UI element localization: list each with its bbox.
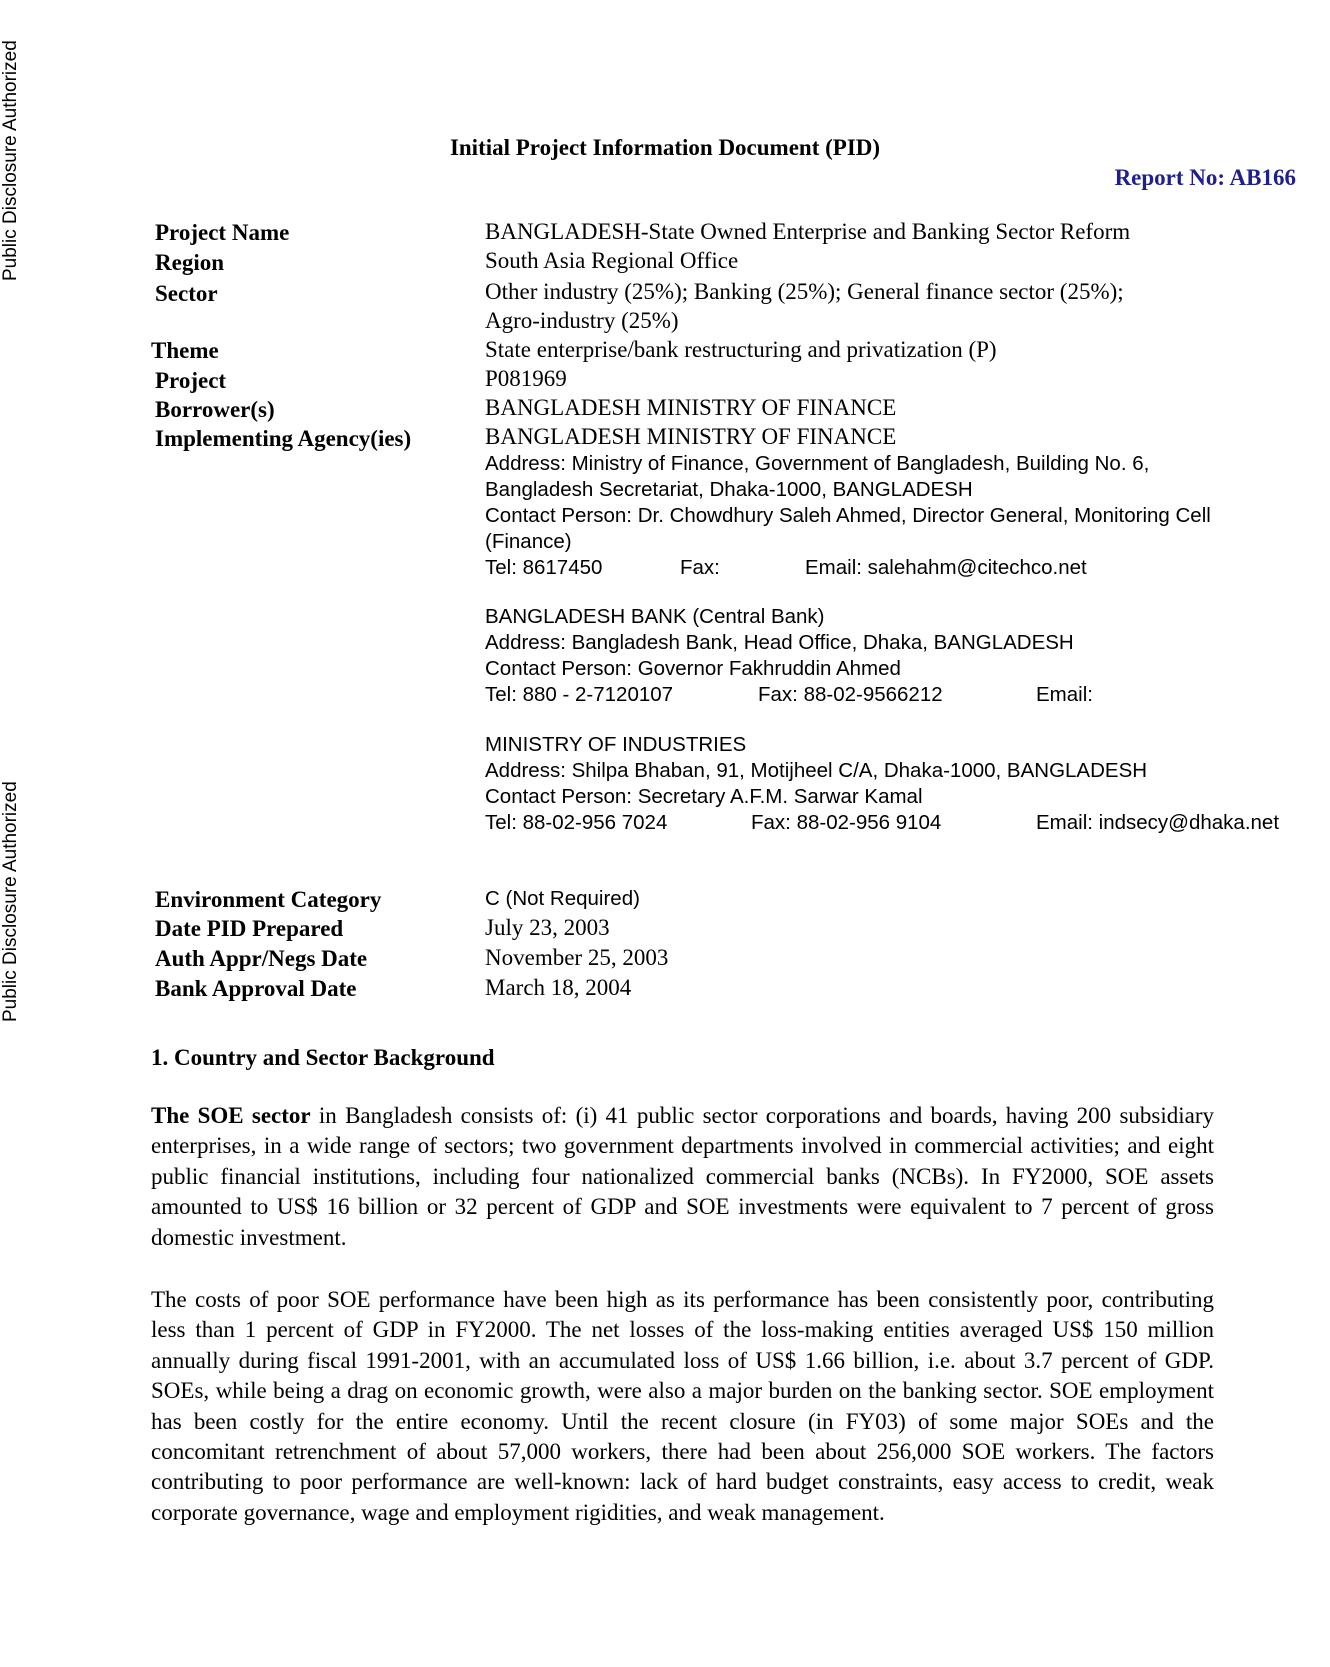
paragraph-lead: The SOE sector [151,1103,311,1128]
value-region: South Asia Regional Office [485,248,739,273]
label-bank-approval-date: Bank Approval Date [155,976,357,1001]
value-theme: State enterprise/bank restructuring and privatization (P) [485,337,997,362]
watermark-bottom: Public Disclosure Authorized [0,781,21,1023]
section-heading: 1. Country and Sector Background [151,1045,495,1070]
value-sector-line2: Agro-industry (25%) [485,308,679,333]
label-sector: Sector [155,281,218,306]
paragraph-body: in Bangladesh consists of: (i) 41 public sector corporations and boards, having 200 subsidiary enterprises, in a wide range of sectors; two government departments involved in commercial activities; and eight public financial institutions, including four nationalized commercial banks (NCBs). In FY2000, SOE assets amounted to US$ 16 billion or 32 percent of GDP and SOE investments were equivalent to 7 percent of gross domestic investment. [151,1103,1214,1250]
agency1-address-line2: Bangladesh Secretariat, Dhaka-1000, BANGLADESH [485,478,973,501]
agency2-address: Address: Bangladesh Bank, Head Office, Dhaka, BANGLADESH [485,631,1074,654]
agency1-address-line1: Address: Ministry of Finance, Government of Bangladesh, Building No. 6, [485,452,1150,475]
agency2-contact: Contact Person: Governor Fakhruddin Ahmed [485,657,901,680]
agency1-contact-line1: Contact Person: Dr. Chowdhury Saleh Ahmed, Director General, Monitoring Cell [485,504,1211,527]
value-project-name: BANGLADESH-State Owned Enterprise and Banking Sector Reform [485,219,1131,244]
label-implementing-agency: Implementing Agency(ies) [155,426,412,451]
agency1-tel: Tel: 8617450 [485,556,603,579]
label-borrower: Borrower(s) [155,397,275,422]
watermark-top: Public Disclosure Authorized [0,40,21,282]
agency2-name: BANGLADESH BANK (Central Bank) [485,605,825,628]
agency1-contact-line2: (Finance) [485,530,572,553]
agency3-fax: Fax: 88-02-956 9104 [751,811,942,834]
label-theme: Theme [151,338,219,363]
value-environment-category: C (Not Required) [485,887,640,910]
agency3-address: Address: Shilpa Bhaban, 91, Motijheel C/A, Dhaka-1000, BANGLADESH [485,759,1148,782]
value-sector-line1: Other industry (25%); Banking (25%); General finance sector (25%); [485,279,1124,304]
agency1-name: BANGLADESH MINISTRY OF FINANCE [485,424,897,449]
label-date-pid-prepared: Date PID Prepared [155,916,344,941]
value-bank-approval-date: March 18, 2004 [485,975,632,1000]
agency3-email: Email: indsecy@dhaka.net [1036,811,1280,834]
agency3-contact: Contact Person: Secretary A.F.M. Sarwar Kamal [485,785,923,808]
value-borrower: BANGLADESH MINISTRY OF FINANCE [485,395,897,420]
report-number: Report No: AB166 [1114,165,1296,190]
agency3-tel: Tel: 88-02-956 7024 [485,811,668,834]
label-environment-category: Environment Category [155,887,382,912]
label-project: Project [155,368,227,393]
value-date-pid-prepared: July 23, 2003 [485,915,610,940]
agency2-email: Email: [1036,683,1093,706]
label-region: Region [155,250,224,275]
label-project-name: Project Name [155,220,290,245]
paragraph-soe-costs: The costs of poor SOE performance have been high as its performance has been consistently poor, contributing less than 1 percent of GDP in FY2000. The net losses of the loss-making entities averaged US$ 150 million annually during fiscal 1991-2001, with an accumulated loss of US$ 1.66 billion, i.e. about 3.7 percent of GDP. SOEs, while being a drag on economic growth, were also a major burden on the banking sector. SOE employment has been costly for the entire economy. Until the recent closure (in FY03) of some major SOEs and the concomitant retrenchment of about 57,000 workers, there had been about 256,000 SOE workers. The factors contributing to poor performance are well-known: lack of hard budget constraints, easy access to credit, weak corporate governance, wage and employment rigidities, and weak management. [151,1287,1214,1525]
value-project: P081969 [485,366,567,391]
agency1-email: Email: salehahm@citechco.net [805,556,1087,579]
agency2-fax: Fax: 88-02-9566212 [758,683,943,706]
value-auth-appr-date: November 25, 2003 [485,945,669,970]
document-title: Initial Project Information Document (PID) [449,135,881,160]
label-auth-appr-date: Auth Appr/Negs Date [155,946,368,971]
agency3-name: MINISTRY OF INDUSTRIES [485,733,747,756]
agency2-tel: Tel: 880 - 2-7120107 [485,683,674,706]
paragraph-soe-sector [151,1101,1214,1253]
agency1-fax: Fax: [680,556,720,579]
